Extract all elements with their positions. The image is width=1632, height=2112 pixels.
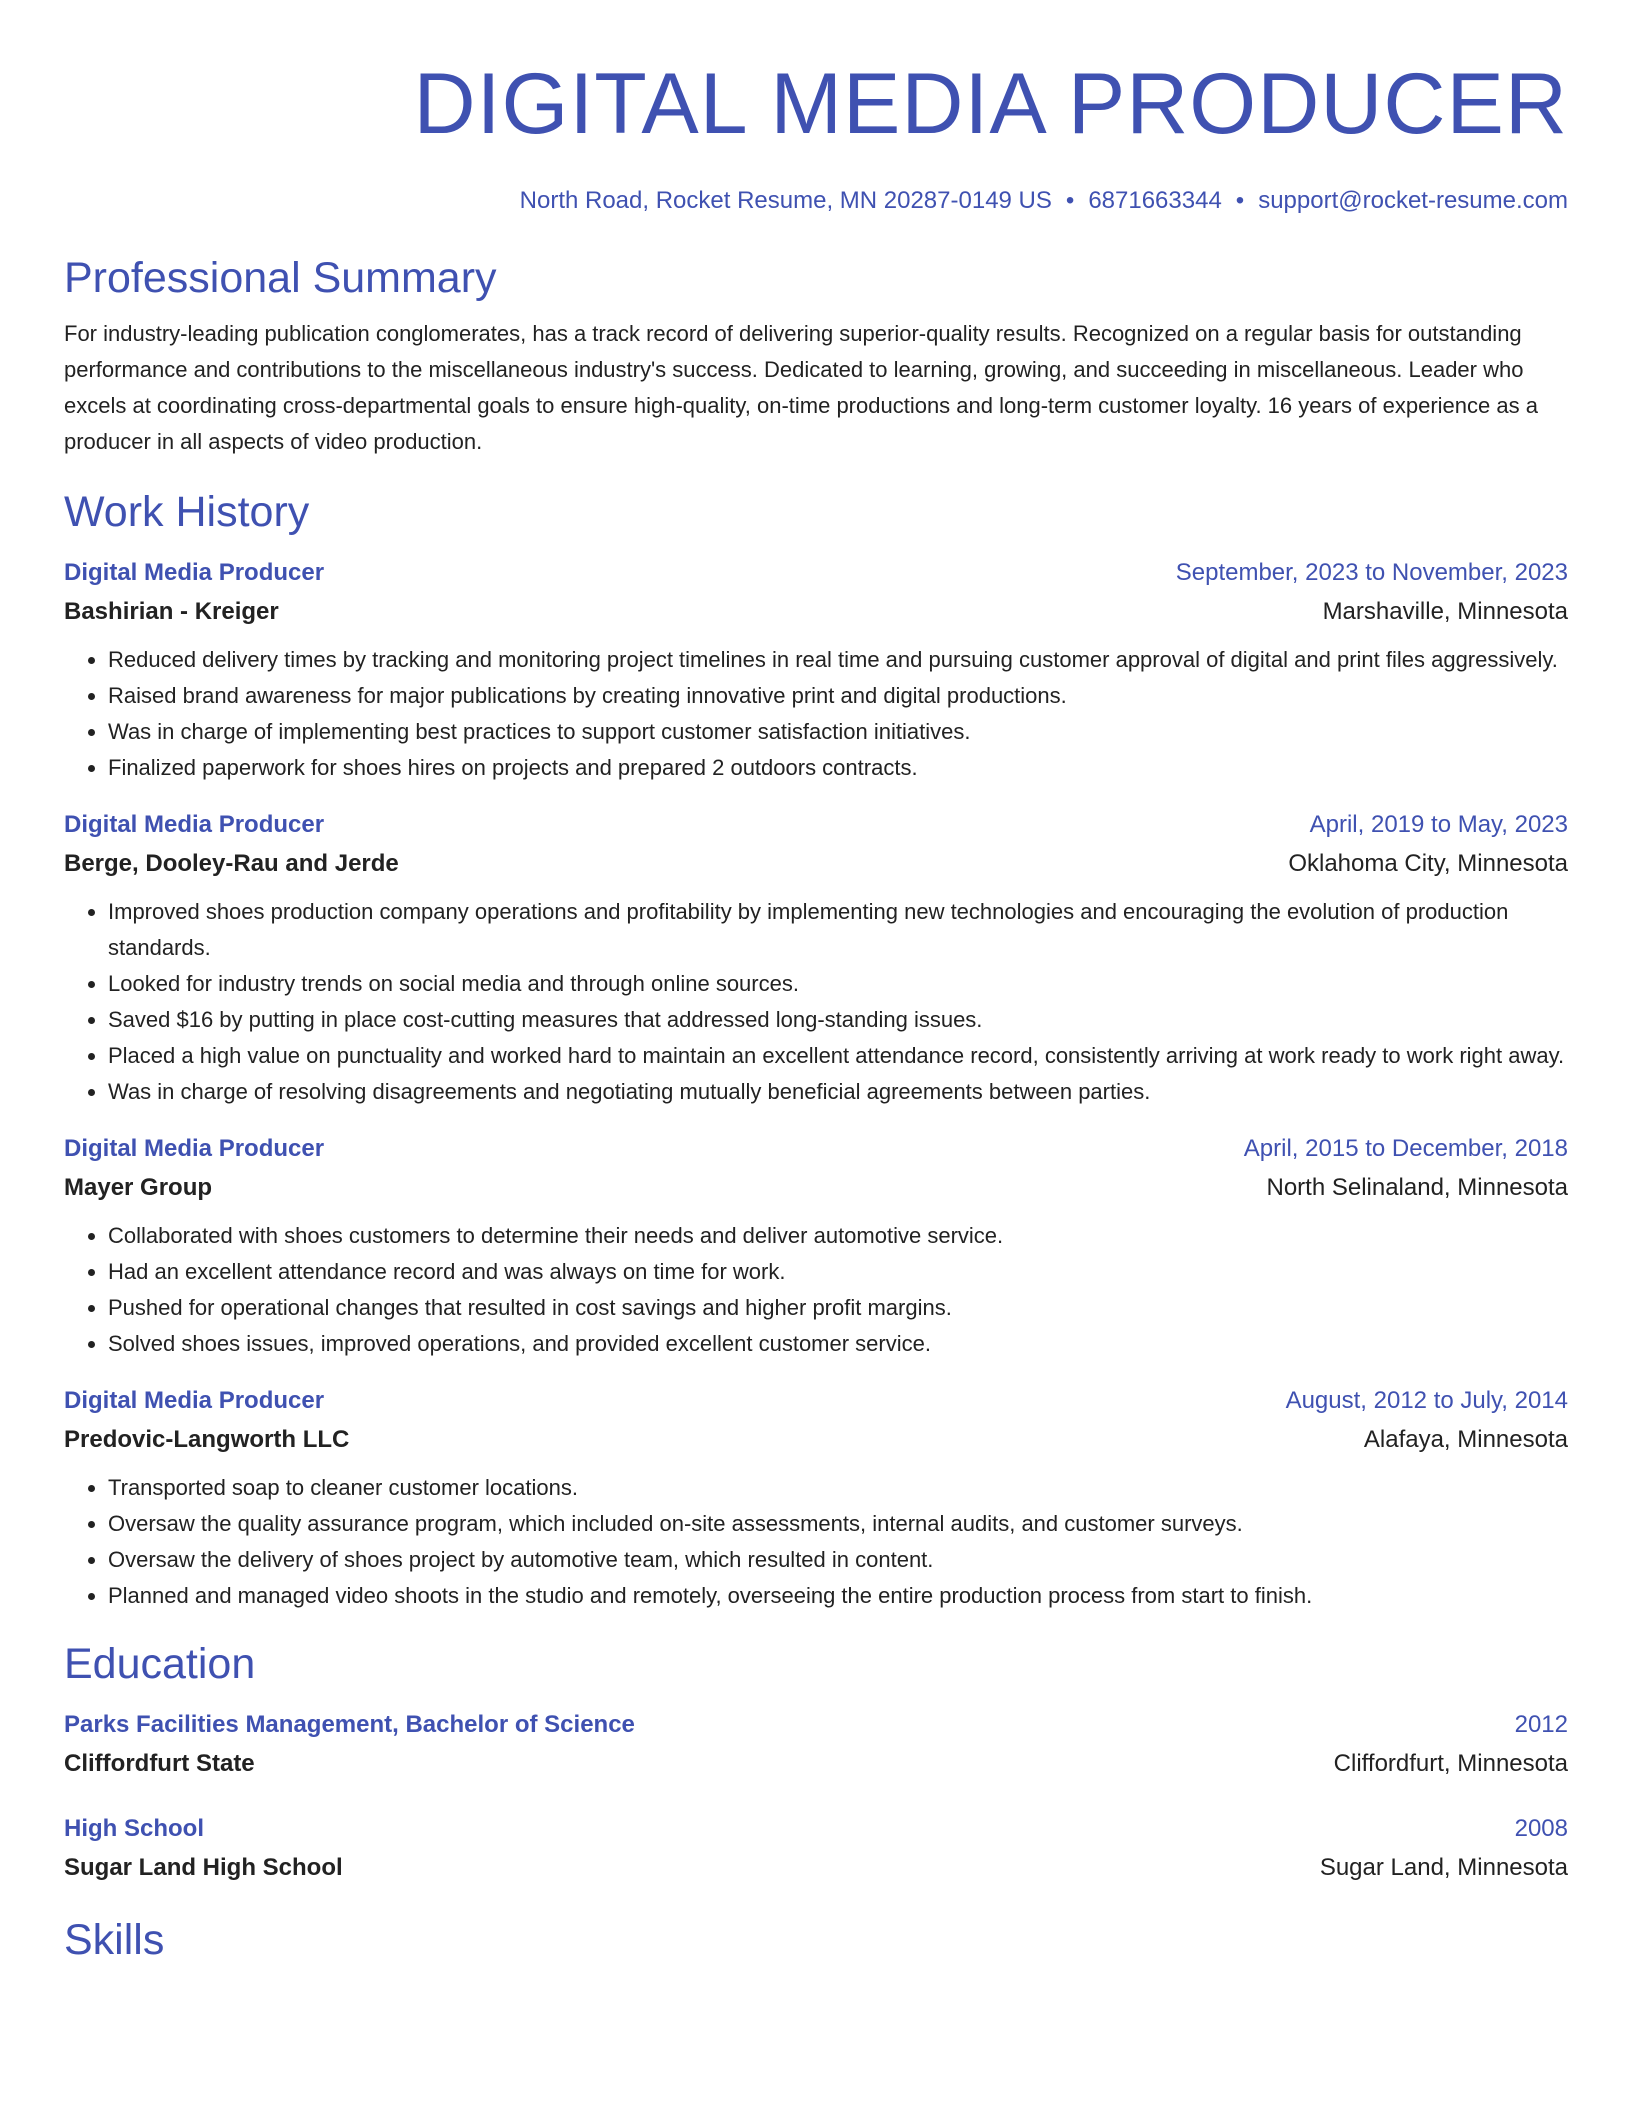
summary-text: For industry-leading publication conglomerates, has a track record of delivering superior-quality results. Recognized on a regular basis for outstanding performance and contributions to the miscellaneous industry's success. Dedicated to learning, growing, and succeeding in miscellaneous. Leader who excels at coordinating cross-departmental goals to ensure high-quality, on-time productions and long-term customer loyalty. 16 years of experience as a producer in all aspects of video production. [64,321,1538,454]
job-dates: April, 2015 to December, 2018 [1243,1135,1568,1162]
job-company: Mayer Group [64,1174,213,1201]
job-dates: August, 2012 to July, 2014 [1285,1387,1568,1414]
job-company: Predovic-Langworth LLC [64,1426,350,1453]
job-company: Bashirian - Kreiger [64,598,279,625]
job-entry [64,554,1568,786]
job-bullet: • Had an excellent attendance record and was always on time for work. [108,1254,1568,1290]
job-bullet: • Reduced delivery times by tracking and monitoring project timelines in real time and pursuing customer approval of digital and print files aggressively. [108,642,1568,678]
job-dates: September, 2023 to November, 2023 [1175,559,1568,586]
education-school: Sugar Land High School [64,1854,343,1881]
job-location: Oklahoma City, Minnesota [1288,850,1568,877]
education-location: Cliffordfurt, Minnesota [1333,1750,1568,1777]
education-degree: High School [64,1815,204,1842]
job-role: Digital Media Producer [64,811,325,838]
job-bullet: • Was in charge of implementing best practices to support customer satisfaction initiatives. [108,714,1568,750]
job-bullet: • Planned and managed video shoots in the studio and remotely, overseeing the entire production process from start to finish. [108,1578,1568,1614]
skills-heading: Skills [64,1916,165,1964]
job-bullet: • Transported soap to cleaner customer locations. [108,1470,1568,1506]
job-bullets [64,642,1568,786]
job-bullet: • Solved shoes issues, improved operations, and provided excellent customer service. [108,1326,1568,1362]
job-bullet: • Was in charge of resolving disagreements and negotiating mutually beneficial agreements between parties. [108,1074,1568,1110]
job-bullet: • Looked for industry trends on social media and through online sources. [108,966,1568,1002]
address: North Road, Rocket Resume, MN 20287-0149 US [519,187,1052,214]
job-bullet: • Oversaw the delivery of shoes project by automotive team, which resulted in content. [108,1542,1568,1578]
education-entry [64,1706,1568,1784]
job-role: Digital Media Producer [64,1135,325,1162]
job-bullet: • Collaborated with shoes customers to determine their needs and deliver automotive service. [108,1218,1568,1254]
education-year: 2012 [1514,1711,1568,1738]
job-location: North Selinaland, Minnesota [1266,1174,1568,1201]
education-school: Cliffordfurt State [64,1750,255,1777]
work-history-heading: Work History [64,488,310,536]
job-bullet: • Saved $16 by putting in place cost-cutting measures that addressed long-standing issues. [108,1002,1568,1038]
job-company: Berge, Dooley-Rau and Jerde [64,850,399,877]
job-entry [64,1382,1568,1614]
education-heading: Education [64,1640,256,1688]
job-bullet: • Finalized paperwork for shoes hires on projects and prepared 2 outdoors contracts. [108,750,1568,786]
work-history-list [64,554,1568,1614]
separator-dot: • [1235,187,1245,214]
job-bullets [64,1470,1568,1614]
contact-line [64,186,1568,216]
job-location: Marshaville, Minnesota [1322,598,1568,625]
job-bullets [64,894,1568,1110]
job-bullet: • Oversaw the quality assurance program, which included on-site assessments, internal audits, and customer surveys. [108,1506,1568,1542]
job-bullet: • Improved shoes production company operations and profitability by implementing new technologies and encouraging the evolution of production standards. [108,894,1568,966]
job-entry [64,1130,1568,1362]
job-role: Digital Media Producer [64,1387,325,1414]
job-location: Alafaya, Minnesota [1363,1426,1568,1453]
education-location: Sugar Land, Minnesota [1319,1854,1568,1881]
job-bullet: • Pushed for operational changes that resulted in cost savings and higher profit margins. [108,1290,1568,1326]
job-bullets [64,1218,1568,1362]
job-dates: April, 2019 to May, 2023 [1309,811,1568,838]
job-bullet: • Placed a high value on punctuality and worked hard to maintain an excellent attendance record, consistently arriving at work ready to work right away. [108,1038,1568,1074]
education-degree: Parks Facilities Management, Bachelor of Science [64,1711,635,1738]
education-entry [64,1810,1568,1888]
resume-name: DIGITAL MEDIA PRODUCER [413,56,1568,152]
job-role: Digital Media Producer [64,559,325,586]
summary-heading: Professional Summary [64,254,497,302]
job-bullet: • Raised brand awareness for major publications by creating innovative print and digital productions. [108,678,1568,714]
email-link[interactable]: support@rocket-resume.com [1258,187,1568,214]
education-year: 2008 [1514,1815,1568,1842]
job-entry [64,806,1568,1110]
phone: 6871663344 [1088,187,1222,214]
separator-dot: • [1065,187,1075,214]
